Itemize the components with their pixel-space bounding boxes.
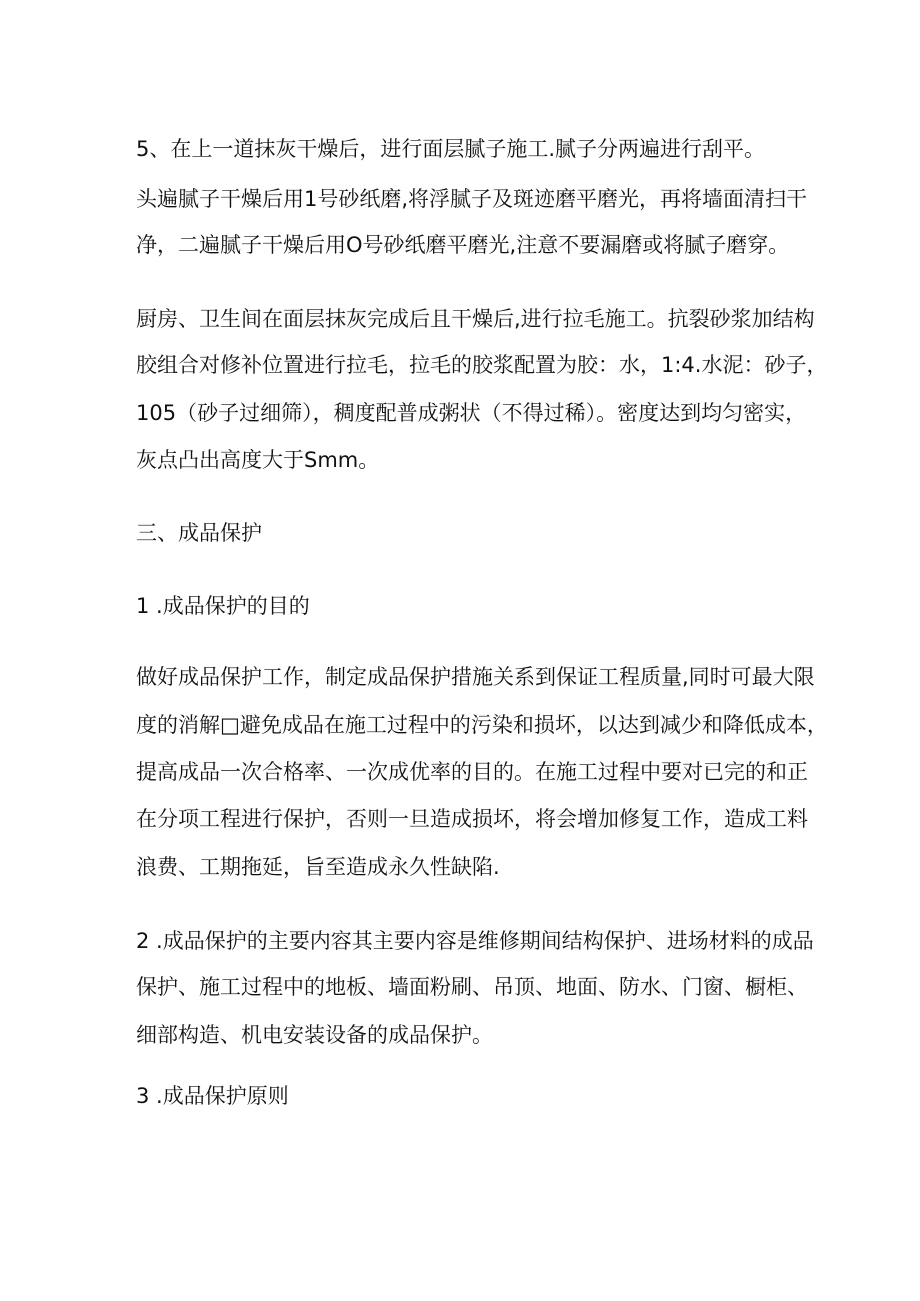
paragraph-line: 胶组合对修补位置进行拉毛，拉毛的胶浆配置为胶：水，1:4.水泥：砂子， [136, 353, 828, 377]
paragraph-line: 灰点凸出高度大于Smm。 [136, 448, 380, 472]
paragraph-line: 5、在上一道抹灰干燥后，进行面层腻子施工.腻子分两遍进行刮平。 [136, 137, 766, 161]
paragraph-line: 105（砂子过细筛），稠度配普成粥状（不得过稀）。密度达到均匀密实， [136, 401, 807, 425]
section-heading: 三、成品保护 [136, 521, 262, 545]
paragraph-line: 净，二遍腻子干燥后用O号砂纸磨平磨光,注意不要漏磨或将腻子磨穿。 [136, 233, 790, 257]
subsection-heading: 1 .成品保护的目的 [136, 594, 310, 618]
paragraph-line: 细部构造、机电安装设备的成品保护。 [136, 1023, 493, 1047]
paragraph-line: 厨房、卫生间在面层抹灰完成后且干燥后,进行拉毛施工。抗裂砂浆加结构 [136, 307, 815, 331]
subsection-heading: 3 .成品保护原则 [136, 1084, 289, 1108]
paragraph-line: 2 .成品保护的主要内容其主要内容是维修期间结构保护、进场材料的成品 [136, 929, 814, 953]
paragraph-line: 提高成品一次合格率、一次成优率的目的。在施工过程中要对已完的和正 [136, 760, 808, 784]
paragraph-line: 头遍腻子干燥后用1号砂纸磨,将浮腻子及斑迹磨平磨光，再将墙面清扫干 [136, 187, 808, 211]
paragraph-line: 在分项工程进行保护，否则一旦造成损坏，将会增加修复工作，造成工料 [136, 807, 808, 831]
paragraph-line: 保护、施工过程中的地板、墙面粉刷、吊顶、地面、防水、门窗、橱柜、 [136, 975, 808, 999]
paragraph-line: 做好成品保护工作，制定成品保护措施关系到保证工程质量,同时可最大限 [136, 665, 815, 689]
paragraph-line: 浪费、工期拖延，旨至造成永久性缺陷. [136, 855, 500, 879]
paragraph-line: 度的消解□避免成品在施工过程中的污染和损坏，以达到减少和降低成本， [136, 713, 828, 737]
